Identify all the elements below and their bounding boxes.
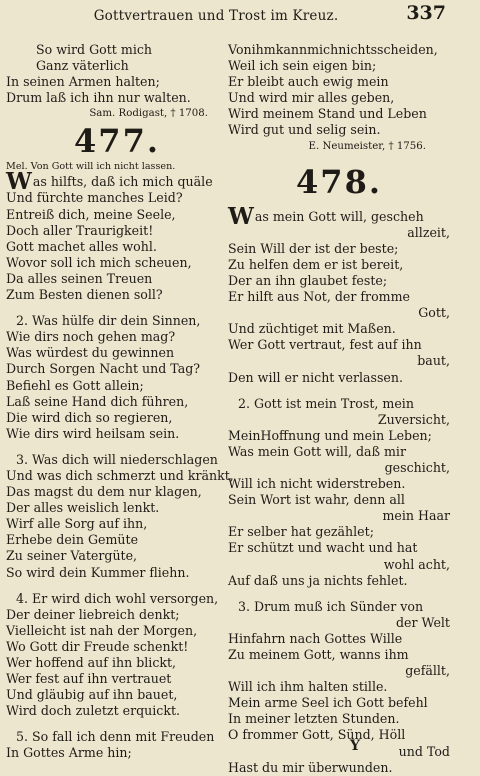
verse-line: In Gottes Arme hin;	[6, 745, 132, 761]
verse-line: Mein arme Seel ich Gott befehl	[228, 695, 428, 711]
verse-line: Der deiner liebreich denkt;	[6, 606, 180, 622]
text-line: Weil ich sein eigen bin;	[228, 58, 377, 74]
verse-line: So wird dein Kummer fliehn.	[6, 564, 190, 580]
text-line: Drum laß ich ihn nur walten.	[6, 90, 191, 106]
verse-line: 4. Er wird dich wohl versorgen,	[16, 590, 219, 606]
verse-line: Wie dirs wird heilsam sein.	[6, 425, 180, 441]
verse-line: 2. Gott ist mein Trost, mein	[238, 395, 414, 411]
verse-line-continuation: der Welt	[396, 614, 450, 630]
verse-line: Zum Besten dienen soll?	[6, 287, 163, 303]
verse-line: Will ich nicht widerstreben.	[228, 476, 406, 492]
verse-line-continuation: allzeit,	[407, 224, 450, 240]
verse-line: Gott machet alles wohl.	[6, 238, 157, 254]
verse-line: Wo Gott dir Freude schenkt!	[6, 638, 189, 654]
melody-note: Mel. Von Gott will ich nicht lassen.	[6, 161, 176, 173]
verse-line: Und züchtiget mit Maßen.	[228, 321, 396, 337]
verse-line: Zu seiner Vatergüte,	[6, 548, 138, 564]
verse-line-continuation: gefällt,	[405, 663, 450, 679]
text-line: In seinen Armen halten;	[6, 74, 160, 90]
verse-line: Wirf alle Sorg auf ihn,	[6, 516, 148, 532]
verse-line: Die wird dich so regieren,	[6, 409, 173, 425]
verse-line: Was mein Gott will, gescheh	[228, 202, 424, 230]
verse-line: Und fürchte manches Leid?	[6, 190, 183, 206]
text-line: Er bleibt auch ewig mein	[228, 74, 389, 90]
verse-line: MeinHoffnung und mein Leben;	[228, 427, 432, 443]
verse-line-continuation: wohl acht,	[383, 556, 450, 572]
verse-line: Und gläubig auf ihn bauet,	[6, 687, 178, 703]
verse-line: Was würdest du gewinnen	[6, 345, 175, 361]
verse-line: In meiner letzten Stunden.	[228, 711, 400, 727]
verse-line-continuation: baut,	[417, 353, 450, 369]
verse-line: Doch aller Traurigkeit!	[6, 222, 154, 238]
verse-line: Hinfahrn nach Gottes Wille	[228, 630, 403, 646]
verse-line: Wer fest auf ihn vertrauet	[6, 671, 172, 687]
verse-line: Hast du mir überwunden.	[228, 759, 393, 775]
text-line: Ganz väterlich	[36, 58, 129, 74]
verse-line: Er selber hat gezählet;	[228, 524, 374, 540]
verse-line-continuation: Zuversicht,	[377, 411, 450, 427]
verse-line: Wie dirs noch gehen mag?	[6, 329, 176, 345]
catchword: Y	[350, 738, 360, 754]
hymn-number-477: 477.	[74, 122, 160, 161]
verse-line-continuation: geschicht,	[384, 459, 450, 475]
hymn-author: Sam. Rodigast, † 1708.	[89, 108, 208, 120]
verse-line: Zu helfen dem er ist bereit,	[228, 256, 404, 272]
hymn-author: E. Neumeister, † 1756.	[308, 140, 426, 152]
verse-line: Befiehl es Gott allein;	[6, 377, 144, 393]
dropcap: W	[6, 168, 32, 196]
verse-line: Sein Wort ist wahr, denn all	[228, 492, 405, 508]
verse-line: Wer Gott vertraut, fest auf ihn	[228, 337, 422, 353]
verse-line: Will ich ihm halten stille.	[228, 679, 388, 695]
verse-line: Er hilft aus Not, der fromme	[228, 289, 411, 305]
text-line: Vonihmkannmichnichtsscheiden,	[228, 42, 438, 57]
left-column	[6, 42, 234, 762]
page-number: 337	[406, 2, 446, 24]
verse-line: Was mein Gott will, daß mir	[228, 443, 406, 459]
verse-line: Er schützt und wacht und hat	[228, 540, 418, 556]
verse-line: Wer hoffend auf ihn blickt,	[6, 655, 177, 670]
verse-line: Laß seine Hand dich führen,	[6, 393, 189, 409]
verse-line: Zu meinem Gott, wanns ihm	[228, 647, 409, 662]
text-line: Und wird mir alles geben,	[228, 90, 395, 106]
right-column	[228, 42, 450, 776]
verse-line: Da alles seinen Treuen	[6, 270, 153, 286]
hymn-number-478: 478.	[296, 162, 382, 201]
verse-line: Den will er nicht verlassen.	[228, 369, 403, 385]
verse-line: Wovor soll ich mich scheuen,	[6, 254, 192, 270]
verse-line-continuation: Gott,	[418, 305, 450, 321]
verse-line: Was hilfts, daß ich mich quäle	[6, 168, 213, 196]
text-line: Wird meinem Stand und Leben	[228, 106, 427, 122]
verse-line: Das magst du dem nur klagen,	[6, 484, 202, 500]
verse-line: 5. So fall ich denn mit Freuden	[16, 729, 215, 745]
page-header-title: Gottvertrauen und Trost im Kreuz.	[93, 8, 339, 24]
verse-line: Vielleicht ist nah der Morgen,	[6, 622, 198, 638]
verse-line: Wird doch zuletzt erquickt.	[6, 703, 181, 719]
verse-line: Der an ihn glaubet feste;	[228, 272, 388, 288]
verse-line: 2. Was hülfe dir dein Sinnen,	[16, 313, 201, 329]
dropcap: W	[228, 202, 254, 230]
text-line: Wird gut und selig sein.	[228, 122, 381, 138]
verse-line: Und was dich schmerzt und kränkt,	[6, 467, 234, 483]
verse-line: 3. Drum muß ich Sünder von	[238, 598, 424, 614]
verse-line: Auf daß uns ja nichts fehlet.	[228, 572, 408, 588]
verse-line: Entreiß dich, meine Seele,	[6, 206, 176, 222]
verse-line: Durch Sorgen Nacht und Tag?	[6, 361, 201, 377]
verse-line-continuation: und Tod	[398, 743, 450, 759]
verse-line: Sein Will der ist der beste;	[228, 240, 399, 256]
verse-line: Erhebe dein Gemüte	[6, 532, 139, 548]
verse-line: 3. Was dich will niederschlagen	[16, 451, 218, 467]
verse-line: Der alles weislich lenkt.	[6, 500, 160, 516]
verse-line-continuation: mein Haar	[382, 508, 450, 524]
verse-line: O frommer Gott, Sünd, Höll	[228, 727, 406, 743]
text-line: So wird Gott mich	[36, 42, 153, 57]
